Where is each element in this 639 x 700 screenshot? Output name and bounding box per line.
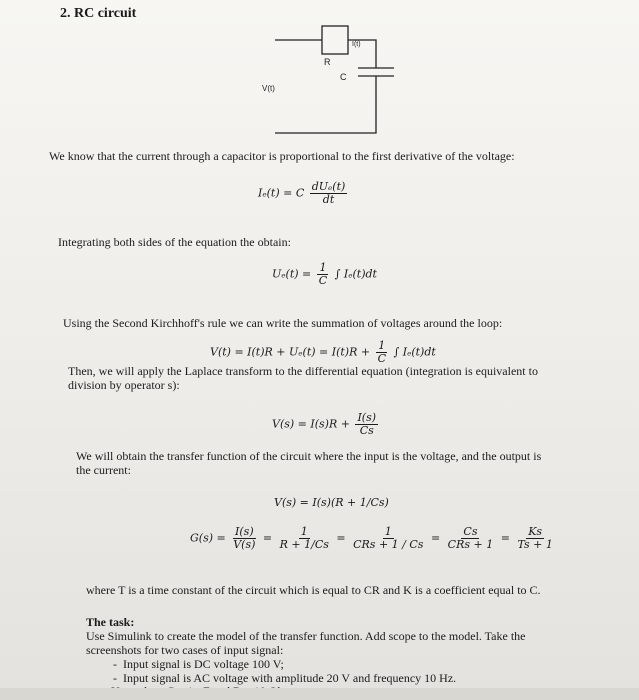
task-line-2: screenshots for two cases of input signal: <box>86 643 284 657</box>
equation-capacitor-voltage <box>272 262 377 287</box>
equation-transfer-function <box>190 526 557 551</box>
eq1-fraction <box>310 181 348 206</box>
bullet-2-text: Input signal is AC voltage with amplitude 20 V and frequency 10 Hz. <box>123 671 457 685</box>
eq6-equals-3: = <box>430 531 441 545</box>
task-line-1: Use Simulink to create the model of the transfer function. Add scope to the model. Take the <box>86 629 526 643</box>
wire-bottom <box>275 76 376 133</box>
eq2-fraction <box>317 262 329 287</box>
eq4-num: I(s) <box>357 411 377 424</box>
eq3-den: C <box>377 352 387 365</box>
eq3-lhs: V(t) = I(t)R + Uₑ(t) = I(t)R + <box>210 345 371 359</box>
paragraph-transfer-line1: We will obtain the transfer function of the circuit where the input is the voltage, and the output is <box>76 449 542 463</box>
eq1-den: dt <box>322 193 335 206</box>
eq6-f2-den: R + 1/Cs <box>279 538 329 551</box>
eq1-num: dUₑ(t) <box>311 180 346 193</box>
eq6-f2-num: 1 <box>300 525 308 538</box>
eq2-lhs: Uₑ(t) = <box>272 267 312 281</box>
eq2-num: 1 <box>319 261 327 274</box>
resistor-label: R <box>324 57 331 67</box>
eq2-rhs: ∫ Iₑ(t)dt <box>334 267 377 281</box>
task-bullet-1: - Input signal is DC voltage 100 V; <box>113 657 284 671</box>
paragraph-laplace-line1: Then, we will apply the Laplace transform to the differential equation (integration is equivalent to <box>68 364 538 378</box>
eq6-fraction-2 <box>278 526 331 551</box>
eq3-fraction <box>376 340 388 365</box>
equation-capacitor-current <box>258 181 349 206</box>
eq6-f4-den: CRs + 1 <box>447 538 494 551</box>
eq6-f5-num: Ks <box>528 525 543 538</box>
eq6-equals-2: = <box>336 531 346 545</box>
paragraph-capacitor-current: We know that the current through a capacitor is proportional to the first derivative of the voltage: <box>49 149 515 163</box>
eq6-equals-4: = <box>500 531 510 545</box>
task-heading: The task: <box>86 615 135 629</box>
eq6-f1-num: I(s) <box>235 525 254 538</box>
eq6-f4-num: Cs <box>463 525 478 538</box>
paragraph-kirchhoff: Using the Second Kirchhoff's rule we can write the summation of voltages around the loop: <box>63 316 503 330</box>
eq3-num: 1 <box>378 339 386 352</box>
eq4-fraction <box>355 412 378 437</box>
eq4-lhs: V(s) = I(s)R + <box>272 417 350 431</box>
eq6-f5-den: Ts + 1 <box>517 538 553 551</box>
equation-loop-voltage <box>210 340 436 365</box>
eq6-fraction-5 <box>515 526 554 551</box>
eq6-lhs: G(s) = <box>190 531 226 545</box>
bottom-shadow-strip <box>0 688 639 700</box>
voltage-label: V(t) <box>262 84 275 93</box>
bullet-1-text: Input signal is DC voltage 100 V; <box>123 657 284 671</box>
eq6-f1-den: V(s) <box>233 538 256 551</box>
eq4-den: Cs <box>359 424 374 437</box>
equation-voltage-factored: V(s) = I(s)(R + 1/Cs) <box>274 496 389 509</box>
paragraph-time-constant: where T is a time constant of the circuit which is equal to CR and K is a coefficient equal to C. <box>86 583 541 597</box>
eq1-lhs: Iₑ(t) = C <box>258 186 305 200</box>
eq6-f3-num: 1 <box>384 525 392 538</box>
eq6-f3-den: CRs + 1 / Cs <box>353 538 424 551</box>
paragraph-transfer-line2: the current: <box>76 463 131 477</box>
eq6-fraction-4 <box>446 526 496 551</box>
eq3-rhs: ∫ Iₑ(t)dt <box>393 345 436 359</box>
equation-laplace <box>272 412 380 437</box>
rc-circuit-diagram <box>240 18 420 138</box>
section-heading: 2. RC circuit <box>60 6 137 21</box>
paragraph-integrating: Integrating both sides of the equation the obtain: <box>58 235 291 249</box>
eq6-fraction-3 <box>351 526 425 551</box>
eq6-equals-1: = <box>262 531 273 545</box>
resistor-symbol <box>322 26 348 54</box>
eq2-den: C <box>318 274 328 287</box>
current-label: I(t) <box>352 41 361 48</box>
eq6-fraction-1 <box>231 526 257 551</box>
task-bullet-2: - Input signal is AC voltage with amplitude 20 V and frequency 10 Hz. <box>113 671 457 685</box>
capacitor-label: C <box>340 72 347 82</box>
paragraph-laplace-line2: division by operator s): <box>68 378 180 392</box>
